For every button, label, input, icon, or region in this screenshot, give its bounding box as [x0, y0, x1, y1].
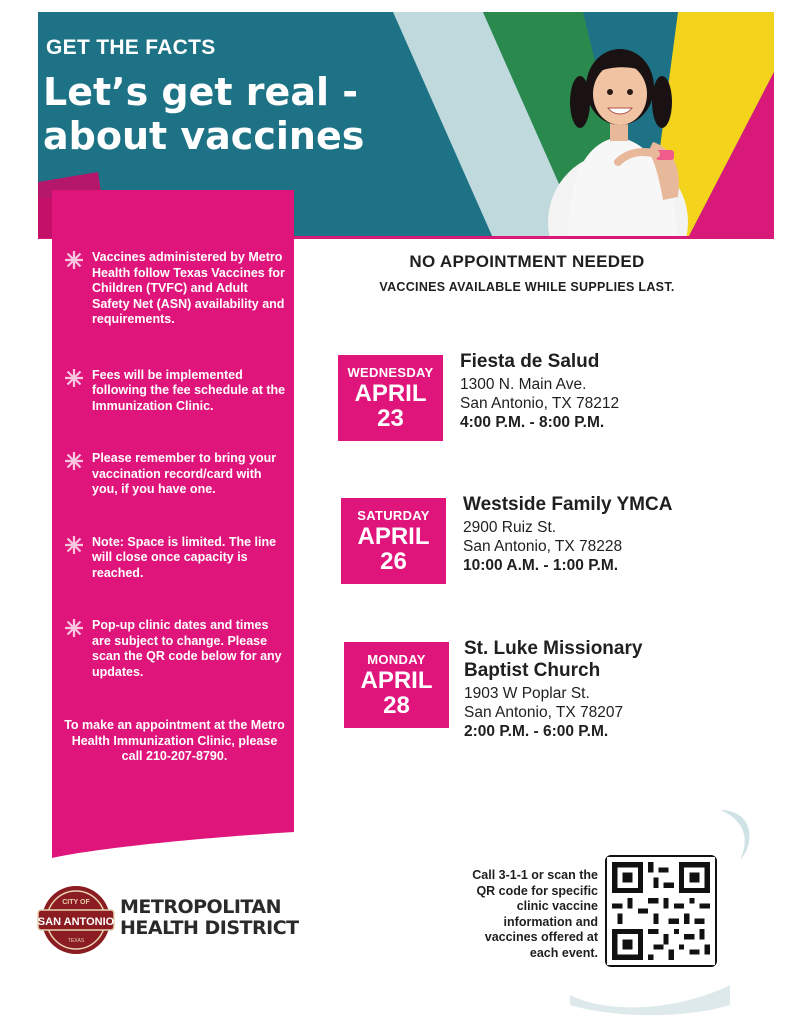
event-city: San Antonio, TX 78207: [464, 704, 624, 721]
event-date: 23: [377, 405, 404, 432]
event-venue: St. Luke Missionary Baptist Church: [464, 638, 643, 681]
event-address: 2900 Ruiz St.: [463, 519, 557, 536]
qr-instructions: Call 3-1-1 or scan the QR code for specific clinic vaccine information and vaccines offered at each event.: [472, 868, 598, 960]
sidebar-fold: [38, 198, 52, 238]
event-address: 1903 W Poplar St.: [464, 685, 590, 702]
city-seal-logo: [36, 882, 116, 958]
bullet-item: [62, 451, 287, 498]
qr-code[interactable]: [605, 855, 717, 967]
bullet-item: [62, 368, 287, 415]
seal-main-text: SAN ANTONIO: [37, 916, 115, 928]
starburst-icon: [64, 368, 84, 388]
event-month: APRIL: [354, 380, 427, 407]
event-day: WEDNESDAY: [347, 365, 434, 380]
event-date-box: [338, 355, 443, 441]
event-day: SATURDAY: [357, 508, 430, 523]
seal-top-text: CITY OF: [62, 899, 90, 906]
bullet-item: [62, 250, 287, 328]
event-address: 1300 N. Main Ave.: [460, 376, 587, 393]
starburst-icon: [64, 618, 84, 638]
event-month: APRIL: [357, 523, 430, 550]
appointment-note: To make an appointment at the Metro Health Immunization Clinic, please call 210-207-8790.: [64, 718, 285, 763]
info-bullet-list: [62, 250, 287, 680]
metro-health-logo-text: [120, 897, 299, 939]
event-city: San Antonio, TX 78228: [463, 538, 623, 555]
bullet-text: Note: Space is limited. The line will close once capacity is reached.: [92, 534, 277, 580]
event-time: 4:00 P.M. - 8:00 P.M.: [460, 414, 605, 431]
eyebrow-text: GET THE FACTS: [46, 36, 216, 59]
event-date-box: [341, 498, 446, 584]
event-info: [464, 638, 694, 741]
event-info: [463, 494, 693, 575]
event-time: 2:00 P.M. - 6:00 P.M.: [464, 723, 609, 740]
event-time: 10:00 A.M. - 1:00 P.M.: [463, 557, 619, 574]
supplies-note: VACCINES AVAILABLE WHILE SUPPLIES LAST.: [379, 280, 675, 294]
event-day: MONDAY: [367, 652, 426, 667]
bullet-text: Fees will be implemented following the fee schedule at the Immunization Clinic.: [92, 367, 286, 413]
event-info: [460, 351, 690, 432]
qr-code-icon: [607, 857, 715, 965]
headline: Let’s get real - about vaccines: [43, 70, 365, 158]
event-date-box: [344, 642, 449, 728]
bullet-text: Please remember to bring your vaccination record/card with you, if you have one.: [92, 451, 277, 496]
event-city: San Antonio, TX 78212: [460, 395, 620, 412]
girl-photo-illustration: [548, 22, 708, 238]
bullet-text: Vaccines administered by Metro Health follow Texas Vaccines for Children (TVFC) and Adult Safety Net (ASN) availability and requirements.: [92, 250, 285, 326]
bullet-text: Pop-up clinic dates and times are subject to change. Please scan the QR code below for any updates.: [92, 618, 282, 679]
event-venue: Fiesta de Salud: [460, 351, 600, 372]
event-date: 26: [380, 548, 407, 575]
decorative-swoosh-bottom: [570, 975, 730, 1015]
starburst-icon: [64, 250, 84, 270]
event-month: APRIL: [360, 667, 433, 694]
logo-line-1: METROPOLITAN: [120, 896, 281, 918]
event-date: 28: [383, 692, 410, 719]
event-venue: Westside Family YMCA: [463, 494, 673, 515]
logo-line-2: HEALTH DISTRICT: [120, 917, 299, 939]
starburst-icon: [64, 451, 84, 471]
no-appointment-heading: NO APPOINTMENT NEEDED: [409, 252, 645, 271]
bullet-item: [62, 535, 287, 582]
starburst-icon: [64, 535, 84, 555]
bullet-item: [62, 618, 287, 680]
sidebar-tail: [38, 818, 298, 868]
seal-bottom-text: TEXAS: [67, 938, 85, 944]
